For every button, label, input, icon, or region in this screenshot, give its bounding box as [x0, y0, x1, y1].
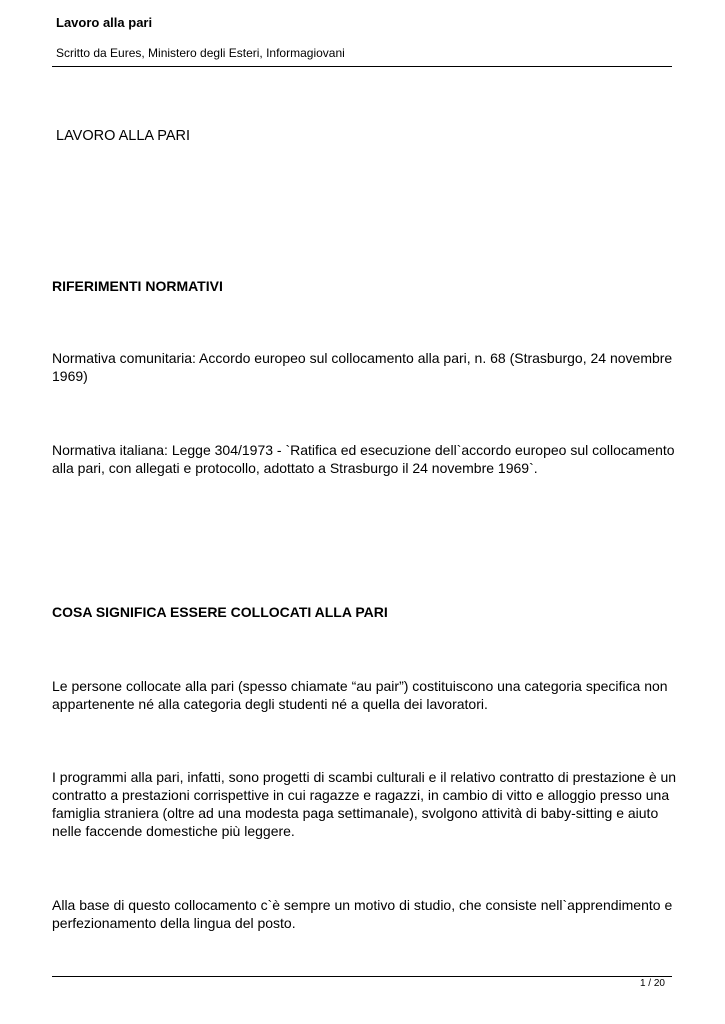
footer-divider [52, 976, 672, 977]
paragraph-motivo-di-studio: Alla base di questo collocamento c`è sempre un motivo di studio, che consiste nell`apprendimento e perfezionamento della lingua del posto. [52, 897, 673, 931]
paragraph-au-pair-categoria: Le persone collocate alla pari (spesso chiamate “au pair”) costituiscono una categoria specifica non appartenente né alla categoria degli studenti né a quella dei lavoratori. [52, 678, 668, 712]
section-heading-cosa-significa: COSA SIGNIFICA ESSERE COLLOCATI ALLA PARI [52, 604, 388, 620]
section-heading-riferimenti: RIFERIMENTI NORMATIVI [52, 278, 223, 294]
paragraph-normativa-italiana: Normativa italiana: Legge 304/1973 - `Ratifica ed esecuzione dell`accordo europeo sul collocamento alla pari, con allegati e protocollo, adottato a Strasburgo il 24 novembre 1969`. [52, 442, 675, 476]
document-title: LAVORO ALLA PARI [56, 128, 191, 144]
page-number: 1 / 20 [639, 978, 665, 989]
header-subtitle: Scritto da Eures, Ministero degli Esteri, Informagiovani [56, 46, 345, 60]
paragraph-normativa-comunitaria: Normativa comunitaria: Accordo europeo sul collocamento alla pari, n. 68 (Strasburgo, 24 novembre 1969) [52, 350, 673, 384]
paragraph-programmi-alla-pari: I programmi alla pari, infatti, sono progetti di scambi culturali e il relativo contratto di prestazione è un contratto a prestazioni corrispettive in cui ragazze e ragazzi, in cambio di vitto e alloggio presso una famiglia straniera (oltre ad una modesta paga settimanale), svolgono attività di baby-sitting e aiuto nelle faccende domestiche più leggere. [52, 769, 677, 839]
header-title: Lavoro alla pari [56, 15, 153, 30]
header-divider [52, 66, 672, 67]
